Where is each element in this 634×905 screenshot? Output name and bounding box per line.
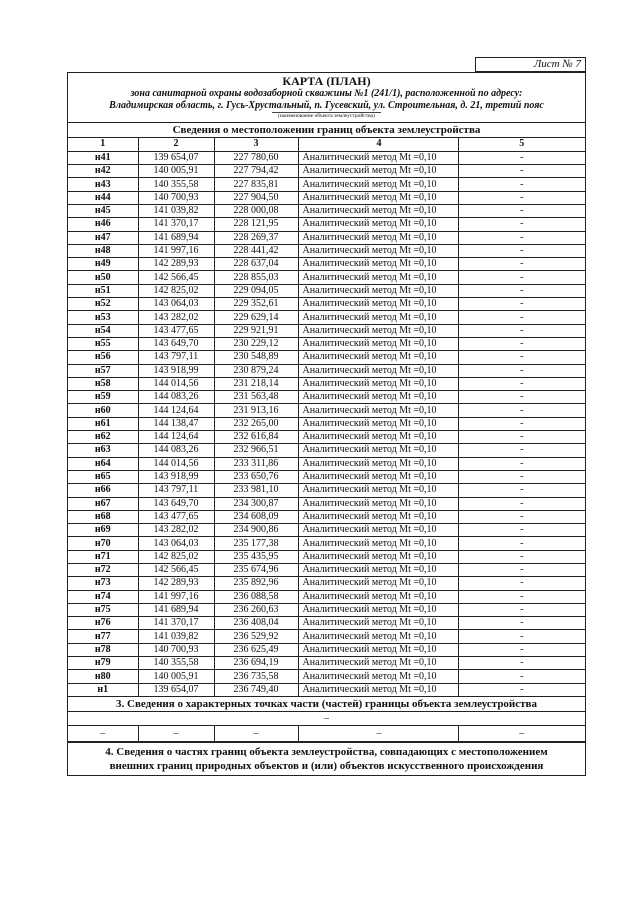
method-cell: Аналитический метод Mt =0,10 bbox=[298, 351, 458, 364]
method-cell: Аналитический метод Mt =0,10 bbox=[298, 364, 458, 377]
description-cell: - bbox=[458, 364, 585, 377]
description-cell: - bbox=[458, 218, 585, 231]
table-row bbox=[68, 577, 585, 590]
y-coordinate-cell: 228 855,03 bbox=[214, 271, 298, 284]
method-cell: Аналитический метод Mt =0,10 bbox=[298, 630, 458, 643]
description-cell: - bbox=[458, 524, 585, 537]
table-row bbox=[68, 617, 585, 630]
section4-title bbox=[68, 742, 585, 775]
point-id-cell: н52 bbox=[68, 298, 138, 311]
table-row bbox=[68, 298, 585, 311]
x-coordinate-cell: 143 477,65 bbox=[138, 324, 214, 337]
point-id-cell: н73 bbox=[68, 577, 138, 590]
table-row bbox=[68, 258, 585, 271]
x-coordinate-cell: 144 083,26 bbox=[138, 444, 214, 457]
point-id-cell: н76 bbox=[68, 617, 138, 630]
table-row bbox=[68, 590, 585, 603]
x-coordinate-cell: 141 370,17 bbox=[138, 617, 214, 630]
y-coordinate-cell: 229 921,91 bbox=[214, 324, 298, 337]
point-id-cell: н1 bbox=[68, 683, 138, 696]
table-row bbox=[68, 470, 585, 483]
point-id-cell: н48 bbox=[68, 244, 138, 257]
x-coordinate-cell: 139 654,07 bbox=[138, 683, 214, 696]
x-coordinate-cell: 144 014,56 bbox=[138, 457, 214, 470]
x-coordinate-cell: 140 700,93 bbox=[138, 643, 214, 656]
x-coordinate-cell: 144 083,26 bbox=[138, 391, 214, 404]
table-row bbox=[68, 630, 585, 643]
y-coordinate-cell: 236 694,19 bbox=[214, 657, 298, 670]
description-cell: - bbox=[458, 564, 585, 577]
x-coordinate-cell: 142 289,93 bbox=[138, 258, 214, 271]
point-id-cell: н56 bbox=[68, 351, 138, 364]
method-cell: Аналитический метод Mt =0,10 bbox=[298, 337, 458, 350]
point-id-cell: н64 bbox=[68, 457, 138, 470]
x-coordinate-cell: 143 064,03 bbox=[138, 298, 214, 311]
x-coordinate-cell: 144 138,47 bbox=[138, 417, 214, 430]
description-cell: - bbox=[458, 165, 585, 178]
y-coordinate-cell: 228 441,42 bbox=[214, 244, 298, 257]
y-coordinate-cell: 227 794,42 bbox=[214, 165, 298, 178]
y-coordinate-cell: 232 616,84 bbox=[214, 431, 298, 444]
y-coordinate-cell: 230 879,24 bbox=[214, 364, 298, 377]
method-cell: Аналитический метод Mt =0,10 bbox=[298, 590, 458, 603]
method-cell: Аналитический метод Mt =0,10 bbox=[298, 231, 458, 244]
section3-blank-row: – bbox=[68, 712, 585, 726]
description-cell: - bbox=[458, 337, 585, 350]
x-coordinate-cell: 143 797,11 bbox=[138, 351, 214, 364]
y-coordinate-cell: 236 749,40 bbox=[214, 683, 298, 696]
table-row bbox=[68, 151, 585, 164]
table-row bbox=[68, 391, 585, 404]
point-id-cell: н54 bbox=[68, 324, 138, 337]
description-cell: - bbox=[458, 643, 585, 656]
method-cell: Аналитический метод Mt =0,10 bbox=[298, 417, 458, 430]
y-coordinate-cell: 234 900,86 bbox=[214, 524, 298, 537]
method-cell: Аналитический метод Mt =0,10 bbox=[298, 391, 458, 404]
table-body bbox=[68, 151, 585, 696]
method-cell: Аналитический метод Mt =0,10 bbox=[298, 457, 458, 470]
table-row bbox=[68, 643, 585, 656]
column-header-3: 3 bbox=[214, 138, 298, 151]
x-coordinate-cell: 142 566,45 bbox=[138, 271, 214, 284]
description-cell: - bbox=[458, 404, 585, 417]
y-coordinate-cell: 231 563,48 bbox=[214, 391, 298, 404]
point-id-cell: н65 bbox=[68, 470, 138, 483]
y-coordinate-cell: 236 260,63 bbox=[214, 603, 298, 616]
y-coordinate-cell: 232 966,51 bbox=[214, 444, 298, 457]
description-cell: - bbox=[458, 457, 585, 470]
description-cell: - bbox=[458, 151, 585, 164]
method-cell: Аналитический метод Mt =0,10 bbox=[298, 683, 458, 696]
document-frame bbox=[67, 72, 586, 776]
description-cell: - bbox=[458, 178, 585, 191]
y-coordinate-cell: 228 121,95 bbox=[214, 218, 298, 231]
table-row bbox=[68, 364, 585, 377]
table-row bbox=[68, 564, 585, 577]
y-coordinate-cell: 230 229,12 bbox=[214, 337, 298, 350]
y-coordinate-cell: 236 408,04 bbox=[214, 617, 298, 630]
section3-cell: – bbox=[214, 726, 298, 742]
description-cell: - bbox=[458, 617, 585, 630]
table-row bbox=[68, 178, 585, 191]
x-coordinate-cell: 142 825,02 bbox=[138, 284, 214, 297]
point-id-cell: н41 bbox=[68, 151, 138, 164]
document-subtitle-line2: Владимирская область, г. Гусь-Хрустальный, п. Гусевский, ул. Строительная, д. 21, третий пояс bbox=[109, 100, 544, 111]
method-cell: Аналитический метод Mt =0,10 bbox=[298, 470, 458, 483]
table-row bbox=[68, 524, 585, 537]
description-cell: - bbox=[458, 298, 585, 311]
table-row bbox=[68, 337, 585, 350]
method-cell: Аналитический метод Mt =0,10 bbox=[298, 603, 458, 616]
table-row bbox=[68, 657, 585, 670]
method-cell: Аналитический метод Mt =0,10 bbox=[298, 670, 458, 683]
description-cell: - bbox=[458, 204, 585, 217]
description-cell: - bbox=[458, 537, 585, 550]
point-id-cell: н67 bbox=[68, 497, 138, 510]
table-row bbox=[68, 510, 585, 523]
description-cell: - bbox=[458, 351, 585, 364]
y-coordinate-cell: 227 835,81 bbox=[214, 178, 298, 191]
table-row bbox=[68, 244, 585, 257]
point-id-cell: н66 bbox=[68, 484, 138, 497]
method-cell: Аналитический метод Mt =0,10 bbox=[298, 617, 458, 630]
document-header bbox=[68, 73, 585, 123]
section3-dash-row bbox=[68, 726, 585, 742]
x-coordinate-cell: 143 282,02 bbox=[138, 311, 214, 324]
sheet-number: Лист № 7 bbox=[475, 57, 586, 72]
description-cell: - bbox=[458, 431, 585, 444]
point-id-cell: н47 bbox=[68, 231, 138, 244]
method-cell: Аналитический метод Mt =0,10 bbox=[298, 324, 458, 337]
method-cell: Аналитический метод Mt =0,10 bbox=[298, 537, 458, 550]
description-cell: - bbox=[458, 670, 585, 683]
y-coordinate-cell: 236 529,92 bbox=[214, 630, 298, 643]
section3-cell: – bbox=[138, 726, 214, 742]
point-id-cell: н71 bbox=[68, 550, 138, 563]
point-id-cell: н49 bbox=[68, 258, 138, 271]
point-id-cell: н46 bbox=[68, 218, 138, 231]
y-coordinate-cell: 231 218,14 bbox=[214, 377, 298, 390]
table-row bbox=[68, 377, 585, 390]
method-cell: Аналитический метод Mt =0,10 bbox=[298, 577, 458, 590]
section2-title: Сведения о местоположении границ объекта землеустройства bbox=[68, 123, 585, 138]
description-cell: - bbox=[458, 417, 585, 430]
description-cell: - bbox=[458, 444, 585, 457]
x-coordinate-cell: 140 355,58 bbox=[138, 178, 214, 191]
y-coordinate-cell: 227 780,60 bbox=[214, 151, 298, 164]
description-cell: - bbox=[458, 377, 585, 390]
method-cell: Аналитический метод Mt =0,10 bbox=[298, 404, 458, 417]
x-coordinate-cell: 144 124,64 bbox=[138, 404, 214, 417]
table-row bbox=[68, 683, 585, 696]
column-header-4: 4 bbox=[298, 138, 458, 151]
method-cell: Аналитический метод Mt =0,10 bbox=[298, 244, 458, 257]
description-cell: - bbox=[458, 590, 585, 603]
x-coordinate-cell: 143 064,03 bbox=[138, 537, 214, 550]
column-header-1: 1 bbox=[68, 138, 138, 151]
point-id-cell: н53 bbox=[68, 311, 138, 324]
point-id-cell: н74 bbox=[68, 590, 138, 603]
description-cell: - bbox=[458, 510, 585, 523]
y-coordinate-cell: 235 435,95 bbox=[214, 550, 298, 563]
table-row bbox=[68, 484, 585, 497]
point-id-cell: н61 bbox=[68, 417, 138, 430]
x-coordinate-cell: 141 997,16 bbox=[138, 244, 214, 257]
section3-table bbox=[68, 726, 585, 743]
point-id-cell: н79 bbox=[68, 657, 138, 670]
table-row bbox=[68, 271, 585, 284]
method-cell: Аналитический метод Mt =0,10 bbox=[298, 484, 458, 497]
column-header-5: 5 bbox=[458, 138, 585, 151]
description-cell: - bbox=[458, 271, 585, 284]
method-cell: Аналитический метод Mt =0,10 bbox=[298, 298, 458, 311]
table-row bbox=[68, 497, 585, 510]
object-caption bbox=[70, 113, 583, 120]
x-coordinate-cell: 143 282,02 bbox=[138, 524, 214, 537]
y-coordinate-cell: 228 269,37 bbox=[214, 231, 298, 244]
point-id-cell: н72 bbox=[68, 564, 138, 577]
boundary-table bbox=[68, 138, 585, 697]
description-cell: - bbox=[458, 497, 585, 510]
point-id-cell: н42 bbox=[68, 165, 138, 178]
x-coordinate-cell: 143 797,11 bbox=[138, 484, 214, 497]
method-cell: Аналитический метод Mt =0,10 bbox=[298, 165, 458, 178]
y-coordinate-cell: 235 674,96 bbox=[214, 564, 298, 577]
y-coordinate-cell: 236 625,49 bbox=[214, 643, 298, 656]
section3-title: 3. Сведения о характерных точках части (частей) границы объекта землеустройства bbox=[68, 697, 585, 712]
point-id-cell: н55 bbox=[68, 337, 138, 350]
description-cell: - bbox=[458, 683, 585, 696]
section4-line1: 4. Сведения о частях границ объекта землеустройства, совпадающих с местоположением bbox=[105, 746, 548, 759]
x-coordinate-cell: 142 566,45 bbox=[138, 564, 214, 577]
object-caption-text: (наименование объекта землеустройства) bbox=[272, 112, 381, 119]
y-coordinate-cell: 236 088,58 bbox=[214, 590, 298, 603]
description-cell: - bbox=[458, 391, 585, 404]
point-id-cell: н77 bbox=[68, 630, 138, 643]
x-coordinate-cell: 141 039,82 bbox=[138, 630, 214, 643]
point-id-cell: н70 bbox=[68, 537, 138, 550]
point-id-cell: н58 bbox=[68, 377, 138, 390]
method-cell: Аналитический метод Mt =0,10 bbox=[298, 510, 458, 523]
y-coordinate-cell: 231 913,16 bbox=[214, 404, 298, 417]
point-id-cell: н43 bbox=[68, 178, 138, 191]
description-cell: - bbox=[458, 470, 585, 483]
point-id-cell: н45 bbox=[68, 204, 138, 217]
method-cell: Аналитический метод Mt =0,10 bbox=[298, 258, 458, 271]
table-row bbox=[68, 231, 585, 244]
method-cell: Аналитический метод Mt =0,10 bbox=[298, 657, 458, 670]
table-row bbox=[68, 191, 585, 204]
y-coordinate-cell: 234 300,87 bbox=[214, 497, 298, 510]
description-cell: - bbox=[458, 657, 585, 670]
table-row bbox=[68, 324, 585, 337]
table-row bbox=[68, 431, 585, 444]
y-coordinate-cell: 229 352,61 bbox=[214, 298, 298, 311]
description-cell: - bbox=[458, 284, 585, 297]
method-cell: Аналитический метод Mt =0,10 bbox=[298, 444, 458, 457]
point-id-cell: н57 bbox=[68, 364, 138, 377]
y-coordinate-cell: 229 629,14 bbox=[214, 311, 298, 324]
description-cell: - bbox=[458, 231, 585, 244]
description-cell: - bbox=[458, 550, 585, 563]
x-coordinate-cell: 143 918,99 bbox=[138, 364, 214, 377]
y-coordinate-cell: 235 892,96 bbox=[214, 577, 298, 590]
x-coordinate-cell: 144 014,56 bbox=[138, 377, 214, 390]
table-row bbox=[68, 457, 585, 470]
table-row bbox=[68, 550, 585, 563]
y-coordinate-cell: 233 650,76 bbox=[214, 470, 298, 483]
method-cell: Аналитический метод Mt =0,10 bbox=[298, 284, 458, 297]
x-coordinate-cell: 139 654,07 bbox=[138, 151, 214, 164]
document-title: КАРТА (ПЛАН) bbox=[282, 74, 371, 88]
x-coordinate-cell: 141 997,16 bbox=[138, 590, 214, 603]
point-id-cell: н80 bbox=[68, 670, 138, 683]
section3-cell: – bbox=[68, 726, 138, 742]
point-id-cell: н51 bbox=[68, 284, 138, 297]
x-coordinate-cell: 142 289,93 bbox=[138, 577, 214, 590]
x-coordinate-cell: 141 039,82 bbox=[138, 204, 214, 217]
method-cell: Аналитический метод Mt =0,10 bbox=[298, 218, 458, 231]
x-coordinate-cell: 143 649,70 bbox=[138, 497, 214, 510]
description-cell: - bbox=[458, 630, 585, 643]
x-coordinate-cell: 140 005,91 bbox=[138, 670, 214, 683]
x-coordinate-cell: 143 918,99 bbox=[138, 470, 214, 483]
point-id-cell: н62 bbox=[68, 431, 138, 444]
y-coordinate-cell: 236 735,58 bbox=[214, 670, 298, 683]
point-id-cell: н59 bbox=[68, 391, 138, 404]
y-coordinate-cell: 228 000,08 bbox=[214, 204, 298, 217]
section3-cell: – bbox=[458, 726, 585, 742]
section4-line2: внешних границ природных объектов и (или) объектов искусственного происхождения bbox=[109, 760, 544, 773]
y-coordinate-cell: 234 608,09 bbox=[214, 510, 298, 523]
y-coordinate-cell: 232 265,00 bbox=[214, 417, 298, 430]
x-coordinate-cell: 141 370,17 bbox=[138, 218, 214, 231]
point-id-cell: н50 bbox=[68, 271, 138, 284]
point-id-cell: н60 bbox=[68, 404, 138, 417]
table-row bbox=[68, 404, 585, 417]
x-coordinate-cell: 142 825,02 bbox=[138, 550, 214, 563]
y-coordinate-cell: 233 981,10 bbox=[214, 484, 298, 497]
y-coordinate-cell: 227 904,50 bbox=[214, 191, 298, 204]
table-row bbox=[68, 670, 585, 683]
description-cell: - bbox=[458, 191, 585, 204]
point-id-cell: н44 bbox=[68, 191, 138, 204]
method-cell: Аналитический метод Mt =0,10 bbox=[298, 151, 458, 164]
table-row bbox=[68, 417, 585, 430]
method-cell: Аналитический метод Mt =0,10 bbox=[298, 497, 458, 510]
table-row bbox=[68, 218, 585, 231]
table-row bbox=[68, 311, 585, 324]
method-cell: Аналитический метод Mt =0,10 bbox=[298, 204, 458, 217]
x-coordinate-cell: 141 689,94 bbox=[138, 231, 214, 244]
method-cell: Аналитический метод Mt =0,10 bbox=[298, 564, 458, 577]
table-row bbox=[68, 603, 585, 616]
column-header-2: 2 bbox=[138, 138, 214, 151]
description-cell: - bbox=[458, 603, 585, 616]
method-cell: Аналитический метод Mt =0,10 bbox=[298, 191, 458, 204]
x-coordinate-cell: 143 477,65 bbox=[138, 510, 214, 523]
method-cell: Аналитический метод Mt =0,10 bbox=[298, 377, 458, 390]
point-id-cell: н68 bbox=[68, 510, 138, 523]
x-coordinate-cell: 140 355,58 bbox=[138, 657, 214, 670]
description-cell: - bbox=[458, 311, 585, 324]
method-cell: Аналитический метод Mt =0,10 bbox=[298, 178, 458, 191]
method-cell: Аналитический метод Mt =0,10 bbox=[298, 524, 458, 537]
description-cell: - bbox=[458, 484, 585, 497]
method-cell: Аналитический метод Mt =0,10 bbox=[298, 311, 458, 324]
y-coordinate-cell: 230 548,89 bbox=[214, 351, 298, 364]
description-cell: - bbox=[458, 324, 585, 337]
point-id-cell: н78 bbox=[68, 643, 138, 656]
description-cell: - bbox=[458, 577, 585, 590]
table-row bbox=[68, 284, 585, 297]
method-cell: Аналитический метод Mt =0,10 bbox=[298, 550, 458, 563]
x-coordinate-cell: 144 124,64 bbox=[138, 431, 214, 444]
table-row bbox=[68, 165, 585, 178]
method-cell: Аналитический метод Mt =0,10 bbox=[298, 431, 458, 444]
method-cell: Аналитический метод Mt =0,10 bbox=[298, 643, 458, 656]
method-cell: Аналитический метод Mt =0,10 bbox=[298, 271, 458, 284]
x-coordinate-cell: 140 700,93 bbox=[138, 191, 214, 204]
table-row bbox=[68, 444, 585, 457]
point-id-cell: н75 bbox=[68, 603, 138, 616]
x-coordinate-cell: 143 649,70 bbox=[138, 337, 214, 350]
x-coordinate-cell: 141 689,94 bbox=[138, 603, 214, 616]
table-row bbox=[68, 537, 585, 550]
y-coordinate-cell: 233 311,86 bbox=[214, 457, 298, 470]
y-coordinate-cell: 235 177,38 bbox=[214, 537, 298, 550]
y-coordinate-cell: 228 637,04 bbox=[214, 258, 298, 271]
description-cell: - bbox=[458, 244, 585, 257]
point-id-cell: н63 bbox=[68, 444, 138, 457]
document-subtitle-line1: зона санитарной охраны водозаборной скважины №1 (241/1), расположенной по адресу: bbox=[130, 88, 523, 99]
x-coordinate-cell: 140 005,91 bbox=[138, 165, 214, 178]
description-cell: - bbox=[458, 258, 585, 271]
y-coordinate-cell: 229 094,05 bbox=[214, 284, 298, 297]
table-row bbox=[68, 351, 585, 364]
table-row bbox=[68, 204, 585, 217]
section3-cell: – bbox=[298, 726, 458, 742]
point-id-cell: н69 bbox=[68, 524, 138, 537]
table-header-row bbox=[68, 138, 585, 151]
